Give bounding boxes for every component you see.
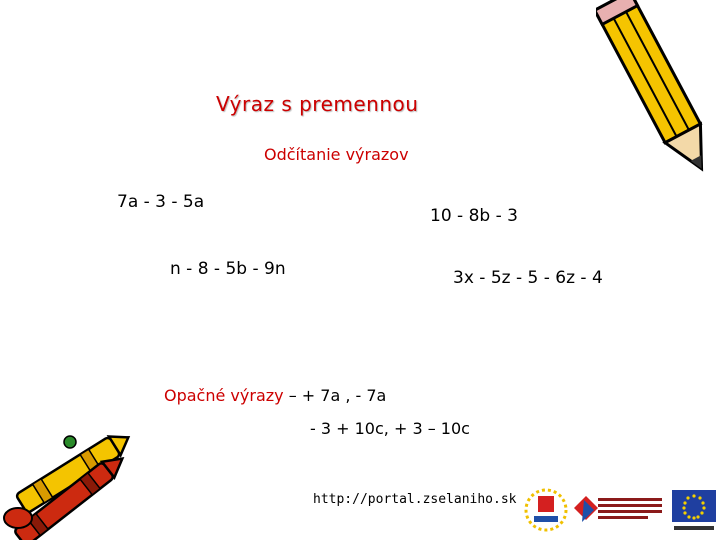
slide-subtitle: Odčítanie výrazov bbox=[264, 145, 409, 164]
school-logo-icon bbox=[526, 490, 566, 530]
sponsor-logos bbox=[522, 486, 718, 536]
agency-logo-icon bbox=[574, 496, 662, 522]
expression-4: 3x - 5z - 5 - 6z - 4 bbox=[453, 268, 603, 288]
opposite-expressions-line bbox=[164, 386, 386, 405]
portal-url: http://portal.zselaniho.sk bbox=[313, 492, 517, 507]
expression-1: 7a - 3 - 5a bbox=[117, 192, 205, 212]
slide-title: Výraz s premennou bbox=[216, 92, 419, 116]
expression-2: 10 - 8b - 3 bbox=[430, 206, 518, 226]
opposite-example-2: - 3 + 10c, + 3 – 10c bbox=[310, 419, 470, 438]
eu-flag-icon bbox=[672, 490, 716, 530]
opposite-label: Opačné výrazy bbox=[164, 386, 284, 405]
crayons-icon bbox=[0, 432, 150, 540]
expression-3: n - 8 - 5b - 9n bbox=[170, 259, 286, 279]
opposite-example-1: – + 7a , - 7a bbox=[283, 386, 387, 405]
pencil-icon bbox=[596, 0, 720, 182]
